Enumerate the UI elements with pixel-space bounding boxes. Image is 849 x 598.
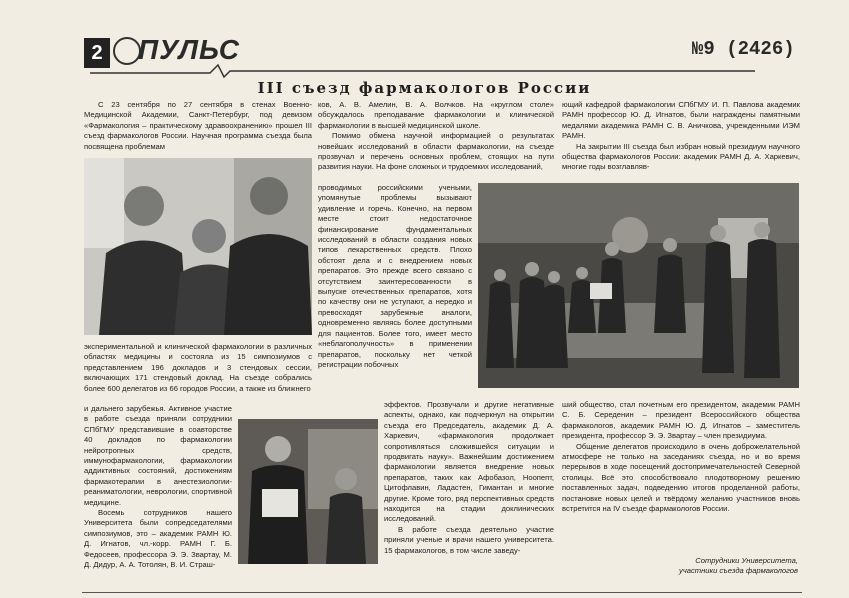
paragraph: На закрытии III съезда был избран новый президиум научного общества фармакологов России: академик РАМН Д. А. Харкевич, многие годы возглавляв- [562,141,800,172]
paragraph: ков, А. В. Амелин, В. А. Волчков. На «круглом столе» обсуждалось преподавание фармакологии и клинической фармакологии в высшей медицинской школе. [318,100,554,130]
issue-number: №9 (2426) [692,38,795,60]
pulse-line-icon [90,61,755,79]
column-3-bottom [562,400,800,514]
photo-speaker-reading-image [238,419,378,564]
column-2-top [318,100,554,173]
column-2-bottom [384,400,554,556]
paragraph: и дальнего зарубежья. Активное участие в работе съезда приняли сотрудники СПбГМУ представившие в соавторстве 40 докладов по фармакологии нейротропных средств, иммунофармакологии, фармакологии аддиктивных состояний, достижениям фармакотерапии в анестезиологии-реаниматологии, неврологии, спортивной медицине. [84,404,232,507]
photo-congress-presidium [478,183,799,388]
bottom-rule [82,592,802,593]
photo-three-scientists [84,158,312,335]
article-signature [562,556,798,577]
paragraph: экспериментальной и клинической фармакологии в различных областях медицины и состояла из 15 симпозиумов с представлением 196 докладов и 3 стендовых сессии, включающих 171 стендовый доклад. На съезде собрались более 600 делегатов из 66 городов России, а также из ближнего [84,342,312,393]
column-1-bottom [84,404,232,571]
paragraph: ший общество, стал почетным его президентом, академик РАМН С. Б. Середенин – президент Всероссийского общества фармакологов, академик РАМН Ю. Д. Игнатов – заместитель президента, профессор Э. Э. Звартау – член президиума. [562,400,800,441]
paragraph: Восемь сотрудников нашего Университета были сопредседателями симпозиумов, это – академик РАМН Ю. Д. Игнатов, чл.-корр. РАМН Г. Б. Федосеев, профессора Э. Э. Звартау, М. Д. Дидур, А. А. Тотолян, В. И. Страш- [84,508,232,570]
article-headline: III съезд фармакологов России [257,79,592,97]
signature-line: участники съезда фармакологов [679,566,798,576]
paragraph: Общение делегатов происходило в очень доброжелательной атмосфере не только на заседаниях съезда, но и во время перерывов в ходе посещений достопримечательностей Северной столицы. Всё это способствовало плодотворному решению поставленных задач, подведению итогов проделанной работы, постановке новых целей и твёрдому желанию участников вновь встретится на IV съезде фармакологов России. [562,441,800,514]
column-3-top [562,100,800,173]
paragraph: С 23 сентября по 27 сентября в стенах Военно-Медицинской Академии, Санкт-Петербург, под девизом «Фармакология – практическому здравоохранению» прошел III съезд фармакологов России. Научная программа съезда была посвящена проблемам [84,100,312,151]
column-2-middle [318,183,472,370]
photo-three-scientists-image [84,158,312,335]
photo-congress-presidium-image [478,183,799,388]
page-number: 2 [84,38,110,68]
paragraph: проводимых российскими учеными, упомянутые проблемы вызывают удивление и горечь. Конечно, на первом месте стоит недостаточное финансирование фундаментальных исследований в области создания новых типов лекарственных средств. Плохо обстоят дела и с внедрением новых препаратов. Это прежде всего связано с отсутствием заинтересованности в выпуске отечественных препаратов, хотя по качеству они не уступают, а нередко и превосходят зарубежные аналоги, одновременно являясь более доступными для пациентов. Более того, имеет место «неблагополучность» в применении препаратов, поскольку нет четкой регистрации побочных [318,183,472,369]
newspaper-masthead: ПУЛЬС [138,34,240,65]
paragraph: В работе съезда деятельно участие приняли ученые и врачи нашего университета. 15 фармакологов, в том числе заведу- [384,524,554,555]
paragraph: эффектов. Прозвучали и другие негативные аспекты, однако, как подчеркнул на открытии съезда его Председатель, академик Д. А. Харкевич, «фармакология продолжает сопротивляться сложившейся ситуации и продвигать науку». Важнейшим достижением фармакологии является внедрение новых препаратов, таких как Афобазол, Ноопепт, Цитофлавин, Ладастен, Гимантан и многие другие. Кроме того, ряд перспективных средств находится на стадии доклинических исследований. [384,400,554,524]
paragraph: ющий кафедрой фармакологии СПбГМУ И. П. Павлова академик РАМН профессор Ю. Д. Игнатов, были награждены памятными медалями академика РАМН С. В. Аничкова, учрежденными ИЭМ РАМН. [562,100,800,141]
column-1-top [84,100,312,152]
paragraph: Помимо обмена научной информацией о результатах новейших исследований в области фармакологии, на съезде прозвучал и перечень основных проблем, стоящих на пути развития науки. На фоне сложных и трудоемких исследований, [318,131,554,172]
photo-speaker-reading [238,419,378,564]
signature-line: Сотрудники Университета, [695,556,798,565]
column-1-middle [84,342,312,394]
